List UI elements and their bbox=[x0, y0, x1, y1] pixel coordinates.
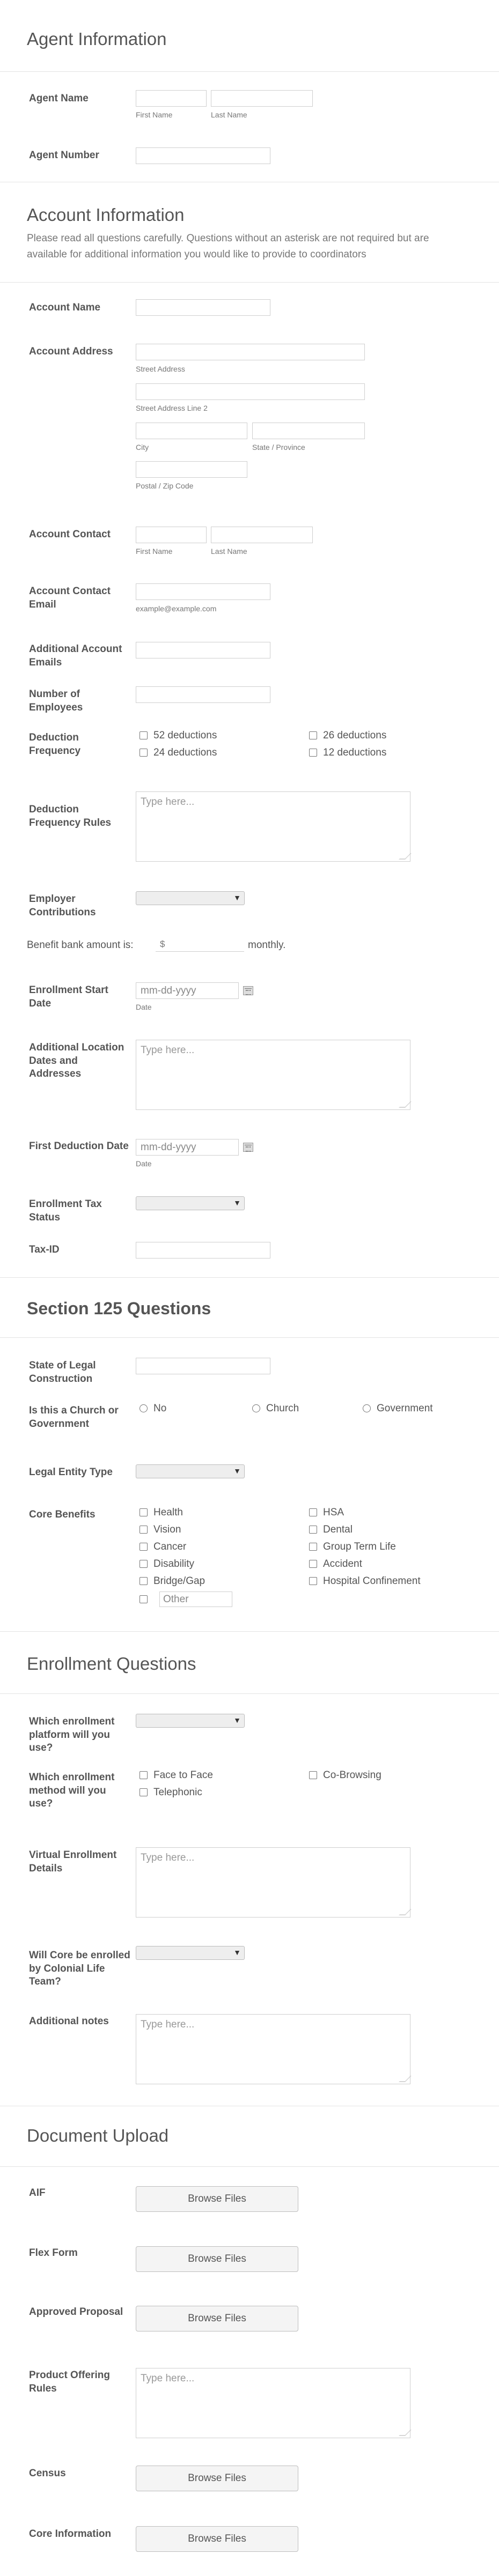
agent-information-heading: Agent Information bbox=[27, 29, 167, 49]
document-upload-heading: Document Upload bbox=[27, 2126, 169, 2145]
chevron-down-icon: ▼ bbox=[233, 893, 241, 902]
deduction-option-12[interactable]: 12 deductions bbox=[309, 747, 386, 759]
benefit-vision[interactable]: Vision bbox=[140, 1524, 181, 1536]
first-deduction-date-label: First Deduction Date bbox=[29, 1141, 129, 1152]
tax-id-label: Tax-ID bbox=[29, 1244, 60, 1255]
benefit-accident[interactable]: Accident bbox=[309, 1558, 362, 1570]
employer-contributions-label: Employer Contributions bbox=[29, 893, 96, 918]
chevron-down-icon: ▼ bbox=[233, 1948, 241, 1957]
number-of-employees-label: Number of Employees bbox=[29, 689, 83, 713]
divider bbox=[0, 71, 499, 72]
chevron-down-icon: ▼ bbox=[233, 1198, 241, 1207]
enrollment-questions-heading: Enrollment Questions bbox=[27, 1654, 196, 1674]
benefit-cancer[interactable]: Cancer bbox=[140, 1541, 186, 1553]
enrollment-platform-select[interactable] bbox=[136, 1714, 245, 1728]
street-address-line2-sublabel: Street Address Line 2 bbox=[136, 404, 208, 412]
first-deduction-date-input[interactable]: mm-dd-yyyy bbox=[136, 1139, 239, 1156]
deduction-frequency-label: Deduction Frequency bbox=[29, 732, 81, 757]
agent-name-label: Agent Name bbox=[29, 93, 89, 104]
calendar-icon[interactable] bbox=[243, 1143, 253, 1152]
core-information-browse-button[interactable]: Browse Files bbox=[136, 2526, 298, 2552]
enrollment-tax-status-select[interactable] bbox=[136, 1196, 245, 1210]
state-province-input[interactable] bbox=[252, 423, 365, 439]
church-option-government[interactable]: Government bbox=[363, 1403, 433, 1415]
additional-location-label: Additional Location Dates and Addresses bbox=[29, 1042, 124, 1080]
account-address-label: Account Address bbox=[29, 346, 113, 357]
tax-id-input[interactable] bbox=[136, 1242, 270, 1259]
contact-last-name-input[interactable] bbox=[211, 527, 313, 543]
checkbox[interactable] bbox=[140, 1543, 148, 1551]
checkbox[interactable] bbox=[140, 731, 148, 739]
checkbox[interactable] bbox=[140, 1577, 148, 1585]
church-government-label: Is this a Church or Government bbox=[29, 1405, 119, 1430]
divider bbox=[0, 1631, 499, 1632]
enrollment-method-label: Which enrollment method will you use? bbox=[29, 1772, 115, 1810]
divider bbox=[0, 282, 499, 283]
benefit-disability[interactable]: Disability bbox=[140, 1558, 194, 1570]
church-option-no[interactable]: No bbox=[140, 1403, 166, 1415]
street-address-sublabel: Street Address bbox=[136, 365, 185, 373]
checkbox[interactable] bbox=[140, 1560, 148, 1568]
contact-email-input[interactable] bbox=[136, 583, 270, 600]
state-legal-construction-input[interactable] bbox=[136, 1358, 270, 1374]
checkbox[interactable] bbox=[309, 731, 317, 739]
chevron-down-icon: ▼ bbox=[233, 1467, 241, 1475]
calendar-icon[interactable] bbox=[243, 986, 253, 995]
radio[interactable] bbox=[140, 1404, 148, 1412]
virtual-enrollment-details-label: Virtual Enrollment Details bbox=[29, 1849, 117, 1874]
approved-proposal-label: Approved Proposal bbox=[29, 2306, 123, 2318]
approved-proposal-browse-button[interactable]: Browse Files bbox=[136, 2306, 298, 2331]
flex-form-label: Flex Form bbox=[29, 2247, 78, 2259]
enrollment-platform-label: Which enrollment platform will you use? bbox=[29, 1716, 115, 1754]
radio[interactable] bbox=[252, 1404, 260, 1412]
method-co-browsing[interactable]: Co-Browsing bbox=[309, 1770, 381, 1781]
chevron-down-icon: ▼ bbox=[233, 1716, 241, 1724]
core-information-label: Core Information bbox=[29, 2528, 112, 2540]
checkbox[interactable] bbox=[140, 1508, 148, 1516]
checkbox[interactable] bbox=[309, 1577, 317, 1585]
aif-label: AIF bbox=[29, 2187, 46, 2199]
legal-entity-type-select[interactable] bbox=[136, 1464, 245, 1478]
benefit-bank-prefix: Benefit bank amount is: bbox=[27, 939, 134, 951]
agent-number-input[interactable] bbox=[136, 147, 270, 164]
core-benefits-label: Core Benefits bbox=[29, 1509, 96, 1520]
number-of-employees-input[interactable] bbox=[136, 686, 270, 703]
account-information-heading: Account Information bbox=[27, 205, 185, 225]
checkbox[interactable] bbox=[309, 1771, 317, 1779]
postal-code-input[interactable] bbox=[136, 461, 247, 478]
virtual-enrollment-textarea[interactable]: Type here... bbox=[136, 1847, 410, 1918]
street-address-input[interactable] bbox=[136, 344, 365, 360]
benefit-dental[interactable]: Dental bbox=[309, 1524, 353, 1536]
deduction-option-24[interactable]: 24 deductions bbox=[140, 747, 217, 759]
benefit-bridge-gap[interactable]: Bridge/Gap bbox=[140, 1575, 205, 1587]
account-information-description: Please read all questions carefully. Questions without an asterisk are not required but are available for additional information you would like to provide to coordinators bbox=[27, 233, 429, 261]
additional-notes-textarea[interactable]: Type here... bbox=[136, 2014, 410, 2084]
account-contact-label: Account Contact bbox=[29, 529, 111, 540]
checkbox[interactable] bbox=[309, 1508, 317, 1516]
product-offering-rules-label: Product Offering Rules bbox=[29, 2370, 110, 2394]
deduction-rules-textarea[interactable]: Type here... bbox=[136, 791, 410, 862]
benefit-hsa[interactable]: HSA bbox=[309, 1507, 344, 1519]
last-name-sublabel: Last Name bbox=[211, 110, 247, 119]
divider bbox=[0, 1337, 499, 1338]
benefit-bank-amount-input[interactable]: $ bbox=[156, 937, 244, 952]
benefit-health[interactable]: Health bbox=[140, 1507, 183, 1519]
benefit-group-term-life[interactable]: Group Term Life bbox=[309, 1541, 396, 1553]
additional-notes-label: Additional notes bbox=[29, 2016, 109, 2027]
aif-browse-button[interactable]: Browse Files bbox=[136, 2186, 298, 2212]
enrollment-start-date-input[interactable]: mm-dd-yyyy bbox=[136, 982, 239, 999]
checkbox[interactable] bbox=[140, 749, 148, 757]
benefit-hospital-confinement[interactable]: Hospital Confinement bbox=[309, 1575, 421, 1587]
enrollment-start-date-label: Enrollment Start Date bbox=[29, 984, 108, 1009]
checkbox[interactable] bbox=[309, 1526, 317, 1534]
legal-entity-type-label: Legal Entity Type bbox=[29, 1467, 113, 1478]
benefit-bank-suffix: monthly. bbox=[248, 939, 286, 951]
state-province-sublabel: State / Province bbox=[252, 443, 305, 451]
checkbox[interactable] bbox=[140, 1771, 148, 1779]
core-enrolled-select[interactable] bbox=[136, 1946, 245, 1960]
city-sublabel: City bbox=[136, 443, 149, 451]
section-125-heading: Section 125 Questions bbox=[27, 1299, 211, 1318]
email-sublabel: example@example.com bbox=[136, 604, 217, 613]
postal-code-sublabel: Postal / Zip Code bbox=[136, 482, 194, 490]
deduction-option-52[interactable]: 52 deductions bbox=[140, 730, 217, 742]
benefit-other-input[interactable]: Other bbox=[159, 1592, 232, 1607]
date-sublabel: Date bbox=[136, 1159, 152, 1168]
additional-location-textarea[interactable]: Type here... bbox=[136, 1040, 410, 1110]
benefit-other[interactable] bbox=[140, 1594, 153, 1605]
flex-form-browse-button[interactable]: Browse Files bbox=[136, 2246, 298, 2272]
divider bbox=[0, 1693, 499, 1694]
checkbox[interactable] bbox=[309, 749, 317, 757]
first-name-sublabel: First Name bbox=[136, 110, 173, 119]
agent-first-name-input[interactable] bbox=[136, 90, 207, 107]
checkbox[interactable] bbox=[309, 1543, 317, 1551]
account-name-label: Account Name bbox=[29, 302, 101, 313]
divider bbox=[0, 2166, 499, 2167]
agent-number-label: Agent Number bbox=[29, 150, 99, 161]
checkbox[interactable] bbox=[140, 1526, 148, 1534]
core-enrolled-label: Will Core be enrolled by Colonial Life Team? bbox=[29, 1950, 130, 1988]
employer-contributions-select[interactable] bbox=[136, 891, 245, 905]
checkbox[interactable] bbox=[140, 1595, 148, 1603]
agent-last-name-input[interactable] bbox=[211, 90, 313, 107]
account-name-input[interactable] bbox=[136, 299, 270, 316]
product-offering-rules-textarea[interactable]: Type here... bbox=[136, 2368, 410, 2438]
deduction-frequency-rules-label: Deduction Frequency Rules bbox=[29, 804, 112, 828]
census-browse-button[interactable]: Browse Files bbox=[136, 2466, 298, 2491]
contact-last-name-sublabel: Last Name bbox=[211, 547, 247, 556]
divider bbox=[0, 1277, 499, 1278]
enrollment-tax-status-label: Enrollment Tax Status bbox=[29, 1198, 102, 1223]
church-option-church[interactable]: Church bbox=[252, 1403, 299, 1415]
checkbox[interactable] bbox=[309, 1560, 317, 1568]
additional-emails-input[interactable] bbox=[136, 642, 270, 658]
checkbox[interactable] bbox=[140, 1788, 148, 1796]
account-contact-email-label: Account Contact Email bbox=[29, 586, 111, 610]
street-address-line2-input[interactable] bbox=[136, 383, 365, 400]
state-legal-construction-label: State of Legal Construction bbox=[29, 1360, 96, 1385]
date-sublabel: Date bbox=[136, 1003, 152, 1011]
census-label: Census bbox=[29, 2468, 66, 2479]
additional-account-emails-label: Additional Account Emails bbox=[29, 643, 122, 668]
method-telephonic[interactable]: Telephonic bbox=[140, 1787, 202, 1798]
method-face-to-face[interactable]: Face to Face bbox=[140, 1770, 213, 1781]
contact-first-name-input[interactable] bbox=[136, 527, 207, 543]
deduction-option-26[interactable]: 26 deductions bbox=[309, 730, 386, 742]
city-input[interactable] bbox=[136, 423, 247, 439]
contact-first-name-sublabel: First Name bbox=[136, 547, 173, 556]
radio[interactable] bbox=[363, 1404, 371, 1412]
